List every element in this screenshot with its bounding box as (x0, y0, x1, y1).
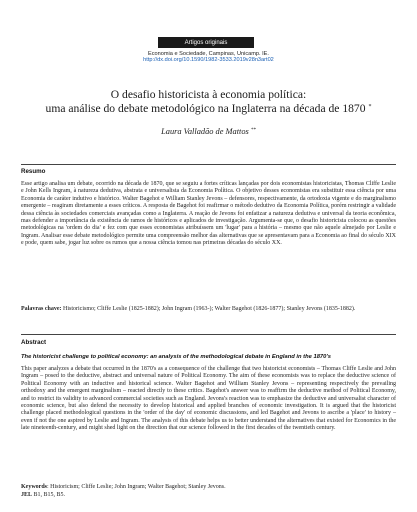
title-footnote-mark[interactable]: * (368, 104, 372, 110)
jel-codes (21, 492, 396, 499)
section-divider (21, 334, 396, 335)
resumo-heading: Resumo (21, 168, 46, 175)
author-footnote-mark[interactable]: ** (250, 128, 256, 133)
resumo-keywords (21, 306, 396, 313)
journal-citation: Economia e Sociedade, Campinas, Unicamp. IE. (148, 51, 269, 57)
abstract-keywords (21, 484, 396, 491)
doi-link[interactable]: http://dx.doi.org/10.1590/1982-3533.2019v28n3art02 (143, 57, 274, 63)
abstract-body: This paper analyzes a debate that occurred in the 1870's as a consequence of the challenge that two historicist economists – Thomas Cliffe Leslie and John Ingram – posed to the deductive, abstract and universal nature of Political Economy. The aim of these economists was to replace the deductive science of Political Economy with an inductive and historical science. Walter Bagehot and William Stanley Jevons – representing respectively the prevailing orthodoxy and the emergent marginalism – reacted directly to these critics. Bagehot's answer was to reaffirm the deductive method of Political Economy, and to restrict its validity to advanced commercial societies such as England. Jevons's reaction was to emphasize the deductive and universalist character of economic science, but also defend the necessity to develop historical and applied branches of economic investigation. It is argued that the historicist challenge placed methodological questions in the 'order of the day' of economic discussions, and led Bagehot and Jevons to ascribe a 'place' to history – even if not the one aspired by Leslie and Ingram. The analysis of this debate helps us to better understand the alternatives that existed for Economics in the late nineteenth-century, and might shed light on the direction that our science followed in the first decades of the twentieth century. (21, 366, 396, 432)
section-divider (21, 164, 396, 165)
abstract-keywords-label: Keywords (21, 484, 47, 490)
abstract-heading: Abstract (21, 339, 47, 346)
jel-label: JEL (21, 492, 33, 498)
title-text-1: O desafio historicista à economia política: (110, 88, 307, 101)
title-text-2: uma análise do debate metodológico na Inglaterra na década de 1870 (45, 102, 366, 115)
keywords-label: Palavras chave: (21, 306, 62, 312)
abstract-title: The historicist challenge to political economy: an analysis of the methodological debate in England in the 1870's (21, 354, 331, 360)
resumo-body: Esse artigo analisa um debate, ocorrido na década de 1870, que se seguiu a fortes críticas lançadas por dois economistas historicistas, Thomas Cliffe Leslie e John Kells Ingram, à natureza dedutiva, abstrata e universalista da Economia Política. O objetivo desses economistas era substituir essa ciência por uma Economia de caráter indutivo e histórico. Walter Bagehot e William Stanley Jevons – defensores, respectivamente, da ortodoxia vigente e do marginalismo emergente – reagiram diretamente a esses críticos. A resposta de Bagehot foi reafirmar o método dedutivo da Economia Política, porém restringir a validade dessa ciência às sociedades comerciais avançadas como a Inglaterra. A reação de Jevons foi enfatizar a natureza dedutiva e universal da teoria econômica, mas defender a importância da existência de ramos de históricos e aplicados de investigação. Argumenta-se que, o desafio historicista colocou as questões metodológicas na 'ordem do dia' e fez com que esses economistas atribuíssem um 'lugar' para a história – mesmo que não aquele almejado por Leslie e Ingram. Analisar esse debate metodológico permite uma compreensão melhor das alternativas que se apresentavam para a Economia ao final do século XIX e pode, quem sabe, jogar luz sobre os rumos que a nossa ciência tomou nas primeiras décadas do século XX. (21, 181, 396, 247)
abstract-keywords-text: : Historicism; Cliffe Leslie; John Ingram; Walter Bagehot; Stanley Jevons. (47, 484, 226, 490)
author-text: Laura Valladão de Mattos (161, 127, 249, 136)
author-name (0, 127, 417, 136)
jel-text: B1, B15, B5. (32, 492, 66, 498)
keywords-text: Historicismo; Cliffe Leslie (1825-1882); John Ingram (1963-); Walter Bagehot (1826-1877); Stanley Jevons (1835-1882). (63, 306, 356, 312)
article-title-line1 (20, 88, 397, 101)
article-title-line2 (20, 101, 397, 115)
section-badge: Artigos originais (158, 37, 254, 48)
